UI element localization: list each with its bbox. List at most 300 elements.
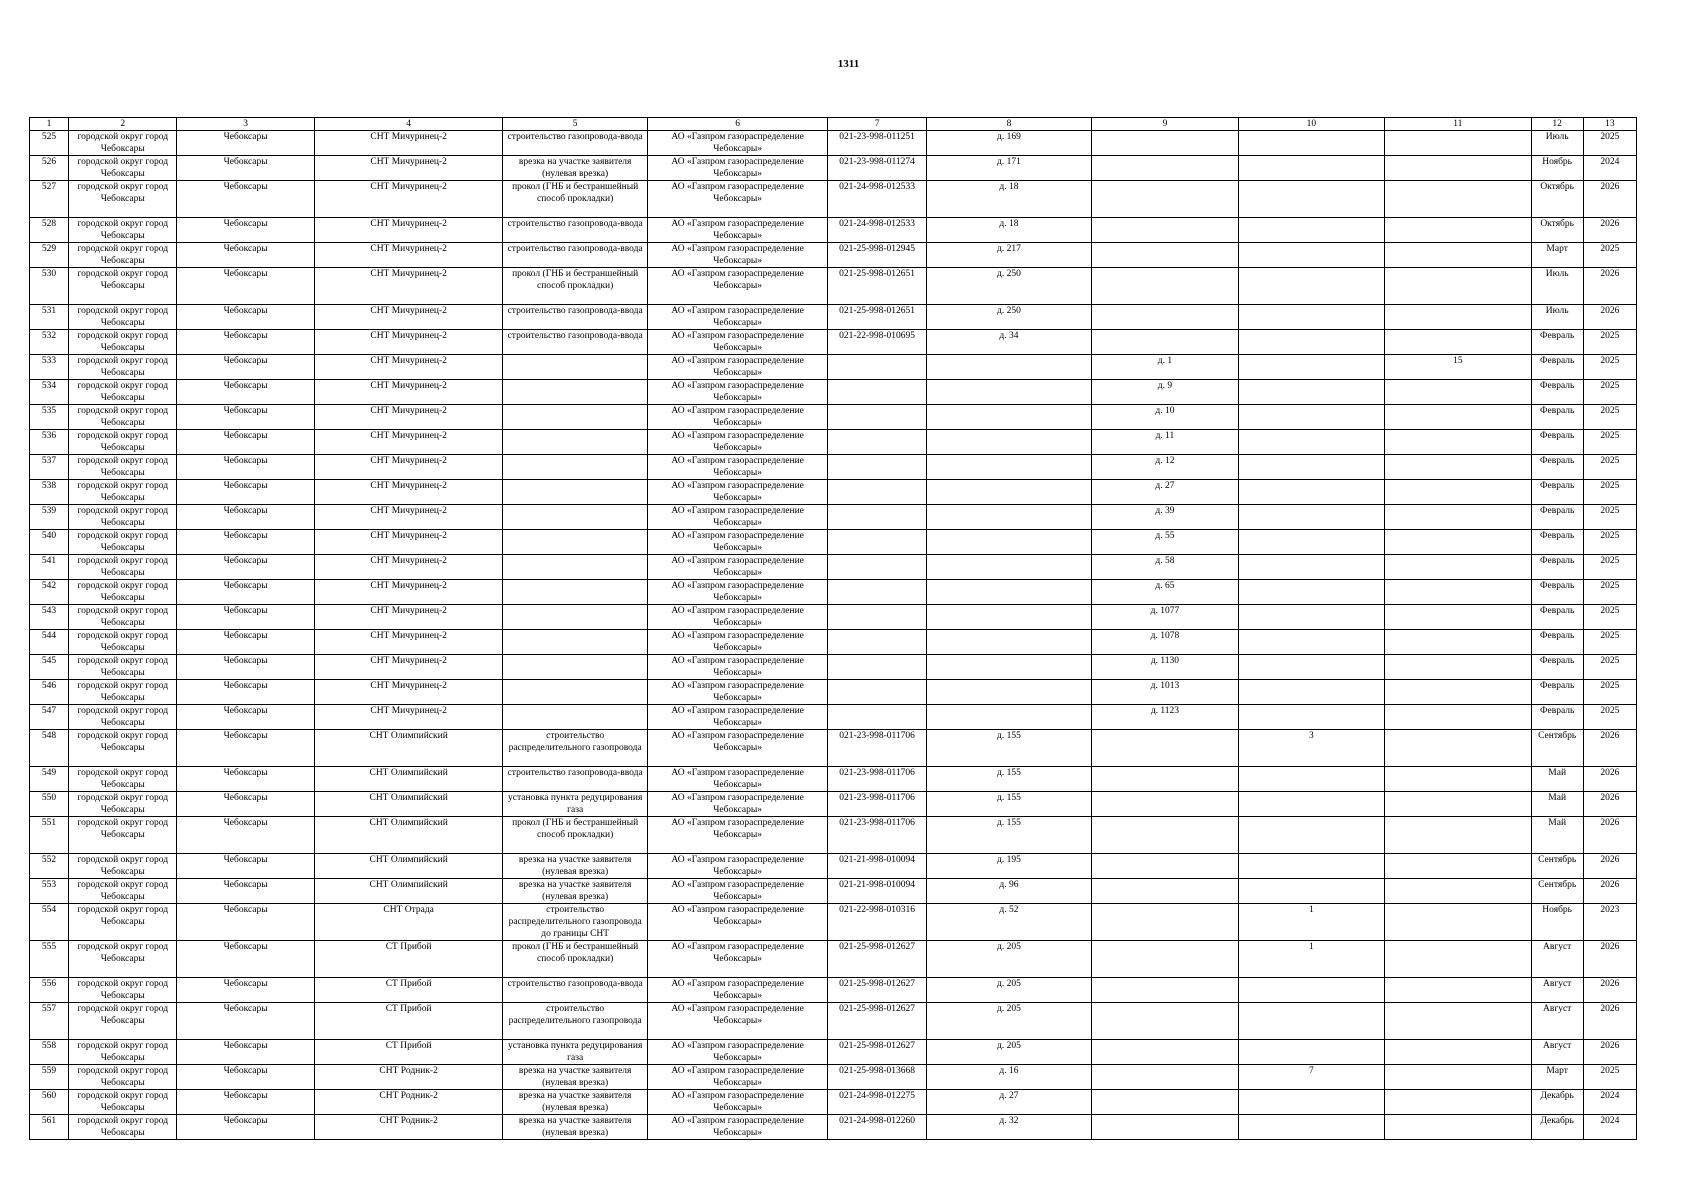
count-10-cell: 1 [1238, 941, 1384, 978]
row-number-cell: 550 [30, 792, 69, 817]
settlement-cell: Чебоксары [177, 181, 314, 218]
count-10-cell [1238, 131, 1384, 156]
document-table [29, 117, 1637, 1140]
column-header-11: 11 [1385, 118, 1531, 131]
territory-cell: СНТ Мичуринец-2 [314, 355, 503, 380]
application-number-cell [828, 580, 926, 605]
year-cell: 2024 [1583, 1090, 1636, 1115]
house-number-cell: д. 32 [926, 1115, 1092, 1140]
count-11-cell: 15 [1385, 355, 1531, 380]
territory-cell: СНТ Мичуринец-2 [314, 680, 503, 705]
year-cell: 2026 [1583, 1003, 1636, 1040]
settlement-cell: Чебоксары [177, 1040, 314, 1065]
address-9-cell: д. 27 [1092, 480, 1238, 505]
territory-cell: СНТ Родник-2 [314, 1115, 503, 1140]
territory-cell: СНТ Отрада [314, 904, 503, 941]
table-row [30, 156, 1637, 181]
municipality-cell: городской округ город Чебоксары [69, 243, 177, 268]
territory-cell: СНТ Мичуринец-2 [314, 243, 503, 268]
territory-cell: СНТ Олимпийский [314, 792, 503, 817]
count-11-cell [1385, 879, 1531, 904]
territory-cell: СНТ Мичуринец-2 [314, 181, 503, 218]
row-number-cell: 534 [30, 380, 69, 405]
address-9-cell [1092, 305, 1238, 330]
settlement-cell: Чебоксары [177, 555, 314, 580]
count-10-cell [1238, 1003, 1384, 1040]
row-number-cell: 545 [30, 655, 69, 680]
settlement-cell: Чебоксары [177, 268, 314, 305]
application-number-cell [828, 455, 926, 480]
territory-cell: СТ Прибой [314, 1040, 503, 1065]
month-cell: Ноябрь [1531, 904, 1583, 941]
table-row [30, 879, 1637, 904]
year-cell: 2025 [1583, 530, 1636, 555]
municipality-cell: городской округ город Чебоксары [69, 380, 177, 405]
municipality-cell: городской округ город Чебоксары [69, 730, 177, 767]
settlement-cell: Чебоксары [177, 1003, 314, 1040]
address-9-cell [1092, 218, 1238, 243]
count-11-cell [1385, 1090, 1531, 1115]
count-11-cell [1385, 505, 1531, 530]
table-row [30, 330, 1637, 355]
territory-cell: СНТ Мичуринец-2 [314, 655, 503, 680]
count-11-cell [1385, 941, 1531, 978]
organization-cell: АО «Газпром газораспределение Чебоксары» [647, 854, 828, 879]
address-9-cell [1092, 817, 1238, 854]
table-row [30, 480, 1637, 505]
territory-cell: СНТ Олимпийский [314, 767, 503, 792]
month-cell: Октябрь [1531, 181, 1583, 218]
work-type-cell: строительство распределительного газопровода [503, 730, 647, 767]
table-row [30, 792, 1637, 817]
row-number-cell: 560 [30, 1090, 69, 1115]
house-number-cell [926, 555, 1092, 580]
house-number-cell [926, 630, 1092, 655]
address-9-cell [1092, 1065, 1238, 1090]
table-row [30, 680, 1637, 705]
settlement-cell: Чебоксары [177, 156, 314, 181]
organization-cell: АО «Газпром газораспределение Чебоксары» [647, 1090, 828, 1115]
address-9-cell: д. 9 [1092, 380, 1238, 405]
municipality-cell: городской округ город Чебоксары [69, 605, 177, 630]
year-cell: 2023 [1583, 904, 1636, 941]
house-number-cell [926, 505, 1092, 530]
year-cell: 2024 [1583, 1115, 1636, 1140]
settlement-cell: Чебоксары [177, 978, 314, 1003]
municipality-cell: городской округ город Чебоксары [69, 131, 177, 156]
settlement-cell: Чебоксары [177, 505, 314, 530]
address-9-cell [1092, 978, 1238, 1003]
row-number-cell: 525 [30, 131, 69, 156]
table-row [30, 655, 1637, 680]
organization-cell: АО «Газпром газораспределение Чебоксары» [647, 243, 828, 268]
table-row [30, 530, 1637, 555]
organization-cell: АО «Газпром газораспределение Чебоксары» [647, 879, 828, 904]
municipality-cell: городской округ город Чебоксары [69, 630, 177, 655]
count-11-cell [1385, 1040, 1531, 1065]
territory-cell: СНТ Мичуринец-2 [314, 480, 503, 505]
column-header-7: 7 [828, 118, 926, 131]
table-row [30, 941, 1637, 978]
work-type-cell: строительство газопровода-ввода [503, 330, 647, 355]
territory-cell: СНТ Мичуринец-2 [314, 705, 503, 730]
territory-cell: СНТ Мичуринец-2 [314, 405, 503, 430]
address-9-cell: д. 1123 [1092, 705, 1238, 730]
application-number-cell: 021-25-998-012945 [828, 243, 926, 268]
work-type-cell: строительство газопровода-ввода [503, 978, 647, 1003]
application-number-cell: 021-23-998-011274 [828, 156, 926, 181]
month-cell: Февраль [1531, 680, 1583, 705]
organization-cell: АО «Газпром газораспределение Чебоксары» [647, 430, 828, 455]
settlement-cell: Чебоксары [177, 680, 314, 705]
count-11-cell [1385, 1065, 1531, 1090]
count-10-cell [1238, 580, 1384, 605]
house-number-cell: д. 34 [926, 330, 1092, 355]
territory-cell: СНТ Мичуринец-2 [314, 330, 503, 355]
address-9-cell: д. 1013 [1092, 680, 1238, 705]
settlement-cell: Чебоксары [177, 605, 314, 630]
table-row [30, 1115, 1637, 1140]
territory-cell: СНТ Мичуринец-2 [314, 268, 503, 305]
municipality-cell: городской округ город Чебоксары [69, 505, 177, 530]
year-cell: 2025 [1583, 655, 1636, 680]
address-9-cell [1092, 904, 1238, 941]
work-type-cell: установка пункта редуцирования газа [503, 792, 647, 817]
organization-cell: АО «Газпром газораспределение Чебоксары» [647, 156, 828, 181]
municipality-cell: городской округ город Чебоксары [69, 555, 177, 580]
row-number-cell: 556 [30, 978, 69, 1003]
territory-cell: СТ Прибой [314, 978, 503, 1003]
month-cell: Февраль [1531, 405, 1583, 430]
month-cell: Февраль [1531, 705, 1583, 730]
municipality-cell: городской округ город Чебоксары [69, 305, 177, 330]
work-type-cell: прокол (ГНБ и бестраншейный способ прокладки) [503, 268, 647, 305]
organization-cell: АО «Газпром газораспределение Чебоксары» [647, 181, 828, 218]
settlement-cell: Чебоксары [177, 1115, 314, 1140]
year-cell: 2026 [1583, 181, 1636, 218]
count-10-cell [1238, 1040, 1384, 1065]
count-10-cell [1238, 181, 1384, 218]
row-number-cell: 533 [30, 355, 69, 380]
count-11-cell [1385, 854, 1531, 879]
work-type-cell: прокол (ГНБ и бестраншейный способ прокладки) [503, 817, 647, 854]
territory-cell: СНТ Мичуринец-2 [314, 380, 503, 405]
table-row [30, 630, 1637, 655]
row-number-cell: 530 [30, 268, 69, 305]
row-number-cell: 557 [30, 1003, 69, 1040]
count-10-cell [1238, 978, 1384, 1003]
address-9-cell: д. 39 [1092, 505, 1238, 530]
organization-cell: АО «Газпром газораспределение Чебоксары» [647, 1115, 828, 1140]
application-number-cell: 021-23-998-011706 [828, 767, 926, 792]
settlement-cell: Чебоксары [177, 1090, 314, 1115]
address-9-cell: д. 1077 [1092, 605, 1238, 630]
organization-cell: АО «Газпром газораспределение Чебоксары» [647, 978, 828, 1003]
count-11-cell [1385, 680, 1531, 705]
count-10-cell [1238, 854, 1384, 879]
count-11-cell [1385, 405, 1531, 430]
application-number-cell: 021-24-998-012275 [828, 1090, 926, 1115]
year-cell: 2025 [1583, 505, 1636, 530]
house-number-cell: д. 217 [926, 243, 1092, 268]
work-type-cell [503, 380, 647, 405]
house-number-cell: д. 195 [926, 854, 1092, 879]
municipality-cell: городской округ город Чебоксары [69, 405, 177, 430]
table-row [30, 978, 1637, 1003]
count-10-cell [1238, 1115, 1384, 1140]
table-body [30, 131, 1637, 1140]
table-row [30, 705, 1637, 730]
organization-cell: АО «Газпром газораспределение Чебоксары» [647, 480, 828, 505]
year-cell: 2026 [1583, 879, 1636, 904]
work-type-cell [503, 480, 647, 505]
count-11-cell [1385, 1003, 1531, 1040]
row-number-cell: 532 [30, 330, 69, 355]
municipality-cell: городской округ город Чебоксары [69, 817, 177, 854]
table-row [30, 305, 1637, 330]
month-cell: Сентябрь [1531, 879, 1583, 904]
application-number-cell: 021-24-998-012533 [828, 218, 926, 243]
municipality-cell: городской округ город Чебоксары [69, 767, 177, 792]
month-cell: Февраль [1531, 480, 1583, 505]
row-number-cell: 531 [30, 305, 69, 330]
house-number-cell: д. 155 [926, 767, 1092, 792]
territory-cell: СНТ Мичуринец-2 [314, 505, 503, 530]
municipality-cell: городской округ город Чебоксары [69, 268, 177, 305]
month-cell: Февраль [1531, 630, 1583, 655]
territory-cell: СТ Прибой [314, 941, 503, 978]
organization-cell: АО «Газпром газораспределение Чебоксары» [647, 355, 828, 380]
organization-cell: АО «Газпром газораспределение Чебоксары» [647, 555, 828, 580]
year-cell: 2025 [1583, 455, 1636, 480]
row-number-cell: 549 [30, 767, 69, 792]
column-header-9: 9 [1092, 118, 1238, 131]
year-cell: 2026 [1583, 305, 1636, 330]
work-type-cell: врезка на участке заявителя (нулевая врезка) [503, 1115, 647, 1140]
settlement-cell: Чебоксары [177, 630, 314, 655]
organization-cell: АО «Газпром газораспределение Чебоксары» [647, 505, 828, 530]
table-header [30, 118, 1637, 131]
year-cell: 2026 [1583, 817, 1636, 854]
count-11-cell [1385, 705, 1531, 730]
municipality-cell: городской округ город Чебоксары [69, 904, 177, 941]
year-cell: 2026 [1583, 767, 1636, 792]
settlement-cell: Чебоксары [177, 817, 314, 854]
municipality-cell: городской округ город Чебоксары [69, 530, 177, 555]
address-9-cell [1092, 767, 1238, 792]
house-number-cell: д. 27 [926, 1090, 1092, 1115]
month-cell: Февраль [1531, 380, 1583, 405]
work-type-cell: врезка на участке заявителя (нулевая врезка) [503, 1090, 647, 1115]
work-type-cell: строительство газопровода-ввода [503, 218, 647, 243]
settlement-cell: Чебоксары [177, 530, 314, 555]
application-number-cell [828, 705, 926, 730]
count-11-cell [1385, 530, 1531, 555]
application-number-cell: 021-22-998-010316 [828, 904, 926, 941]
month-cell: Ноябрь [1531, 156, 1583, 181]
count-11-cell [1385, 131, 1531, 156]
work-type-cell [503, 555, 647, 580]
row-number-cell: 547 [30, 705, 69, 730]
table-row [30, 1040, 1637, 1065]
row-number-cell: 539 [30, 505, 69, 530]
month-cell: Сентябрь [1531, 730, 1583, 767]
row-number-cell: 528 [30, 218, 69, 243]
year-cell: 2025 [1583, 630, 1636, 655]
count-10-cell [1238, 218, 1384, 243]
month-cell: Февраль [1531, 330, 1583, 355]
application-number-cell: 021-25-998-012627 [828, 1003, 926, 1040]
settlement-cell: Чебоксары [177, 792, 314, 817]
row-number-cell: 554 [30, 904, 69, 941]
work-type-cell: строительство газопровода-ввода [503, 131, 647, 156]
house-number-cell: д. 205 [926, 978, 1092, 1003]
territory-cell: СНТ Мичуринец-2 [314, 530, 503, 555]
table-row [30, 1003, 1637, 1040]
territory-cell: СНТ Мичуринец-2 [314, 580, 503, 605]
address-9-cell [1092, 854, 1238, 879]
year-cell: 2025 [1583, 430, 1636, 455]
month-cell: Июль [1531, 131, 1583, 156]
house-number-cell: д. 205 [926, 1003, 1092, 1040]
settlement-cell: Чебоксары [177, 218, 314, 243]
year-cell: 2025 [1583, 580, 1636, 605]
month-cell: Февраль [1531, 580, 1583, 605]
table-row [30, 243, 1637, 268]
application-number-cell: 021-23-998-011706 [828, 817, 926, 854]
settlement-cell: Чебоксары [177, 355, 314, 380]
row-number-cell: 538 [30, 480, 69, 505]
count-10-cell [1238, 305, 1384, 330]
month-cell: Июль [1531, 268, 1583, 305]
application-number-cell [828, 680, 926, 705]
territory-cell: СНТ Родник-2 [314, 1090, 503, 1115]
house-number-cell [926, 430, 1092, 455]
application-number-cell [828, 605, 926, 630]
address-9-cell [1092, 1003, 1238, 1040]
work-type-cell: врезка на участке заявителя (нулевая врезка) [503, 879, 647, 904]
address-9-cell [1092, 156, 1238, 181]
house-number-cell: д. 96 [926, 879, 1092, 904]
count-11-cell [1385, 605, 1531, 630]
territory-cell: СНТ Олимпийский [314, 730, 503, 767]
row-number-cell: 537 [30, 455, 69, 480]
count-10-cell [1238, 705, 1384, 730]
organization-cell: АО «Газпром газораспределение Чебоксары» [647, 605, 828, 630]
settlement-cell: Чебоксары [177, 580, 314, 605]
application-number-cell [828, 655, 926, 680]
house-number-cell: д. 169 [926, 131, 1092, 156]
address-9-cell: д. 1 [1092, 355, 1238, 380]
municipality-cell: городской округ город Чебоксары [69, 978, 177, 1003]
count-10-cell [1238, 655, 1384, 680]
year-cell: 2024 [1583, 156, 1636, 181]
territory-cell: СНТ Олимпийский [314, 854, 503, 879]
house-number-cell [926, 355, 1092, 380]
application-number-cell: 021-21-998-010094 [828, 879, 926, 904]
year-cell: 2025 [1583, 1065, 1636, 1090]
count-11-cell [1385, 817, 1531, 854]
application-number-cell: 021-25-998-012651 [828, 305, 926, 330]
application-number-cell [828, 405, 926, 430]
house-number-cell: д. 205 [926, 1040, 1092, 1065]
organization-cell: АО «Газпром газораспределение Чебоксары» [647, 655, 828, 680]
house-number-cell: д. 250 [926, 268, 1092, 305]
row-number-cell: 535 [30, 405, 69, 430]
work-type-cell: строительство газопровода-ввода [503, 243, 647, 268]
house-number-cell: д. 155 [926, 817, 1092, 854]
count-10-cell: 3 [1238, 730, 1384, 767]
count-11-cell [1385, 555, 1531, 580]
table-row [30, 181, 1637, 218]
work-type-cell [503, 580, 647, 605]
organization-cell: АО «Газпром газораспределение Чебоксары» [647, 904, 828, 941]
table-row [30, 767, 1637, 792]
row-number-cell: 561 [30, 1115, 69, 1140]
row-number-cell: 548 [30, 730, 69, 767]
application-number-cell [828, 530, 926, 555]
address-9-cell: д. 65 [1092, 580, 1238, 605]
count-11-cell [1385, 243, 1531, 268]
house-number-cell [926, 605, 1092, 630]
territory-cell: СТ Прибой [314, 1003, 503, 1040]
settlement-cell: Чебоксары [177, 305, 314, 330]
count-10-cell [1238, 505, 1384, 530]
territory-cell: СНТ Мичуринец-2 [314, 156, 503, 181]
house-number-cell [926, 530, 1092, 555]
table-row [30, 505, 1637, 530]
work-type-cell [503, 630, 647, 655]
municipality-cell: городской округ город Чебоксары [69, 705, 177, 730]
organization-cell: АО «Газпром газораспределение Чебоксары» [647, 941, 828, 978]
territory-cell: СНТ Мичуринец-2 [314, 218, 503, 243]
row-number-cell: 553 [30, 879, 69, 904]
application-number-cell [828, 380, 926, 405]
organization-cell: АО «Газпром газораспределение Чебоксары» [647, 455, 828, 480]
settlement-cell: Чебоксары [177, 767, 314, 792]
organization-cell: АО «Газпром газораспределение Чебоксары» [647, 218, 828, 243]
count-11-cell [1385, 455, 1531, 480]
house-number-cell [926, 455, 1092, 480]
work-type-cell: строительство газопровода-ввода [503, 767, 647, 792]
count-10-cell [1238, 530, 1384, 555]
count-10-cell [1238, 1090, 1384, 1115]
row-number-cell: 544 [30, 630, 69, 655]
month-cell: Октябрь [1531, 218, 1583, 243]
month-cell: Май [1531, 817, 1583, 854]
year-cell: 2026 [1583, 792, 1636, 817]
house-number-cell [926, 655, 1092, 680]
row-number-cell: 543 [30, 605, 69, 630]
year-cell: 2025 [1583, 705, 1636, 730]
month-cell: Февраль [1531, 455, 1583, 480]
municipality-cell: городской округ город Чебоксары [69, 330, 177, 355]
year-cell: 2026 [1583, 854, 1636, 879]
settlement-cell: Чебоксары [177, 941, 314, 978]
row-number-cell: 540 [30, 530, 69, 555]
year-cell: 2025 [1583, 480, 1636, 505]
settlement-cell: Чебоксары [177, 455, 314, 480]
year-cell: 2025 [1583, 405, 1636, 430]
organization-cell: АО «Газпром газораспределение Чебоксары» [647, 1065, 828, 1090]
settlement-cell: Чебоксары [177, 879, 314, 904]
month-cell: Август [1531, 941, 1583, 978]
application-number-cell: 021-25-998-012627 [828, 941, 926, 978]
work-type-cell [503, 605, 647, 630]
count-10-cell [1238, 555, 1384, 580]
table-row [30, 1090, 1637, 1115]
work-type-cell [503, 530, 647, 555]
